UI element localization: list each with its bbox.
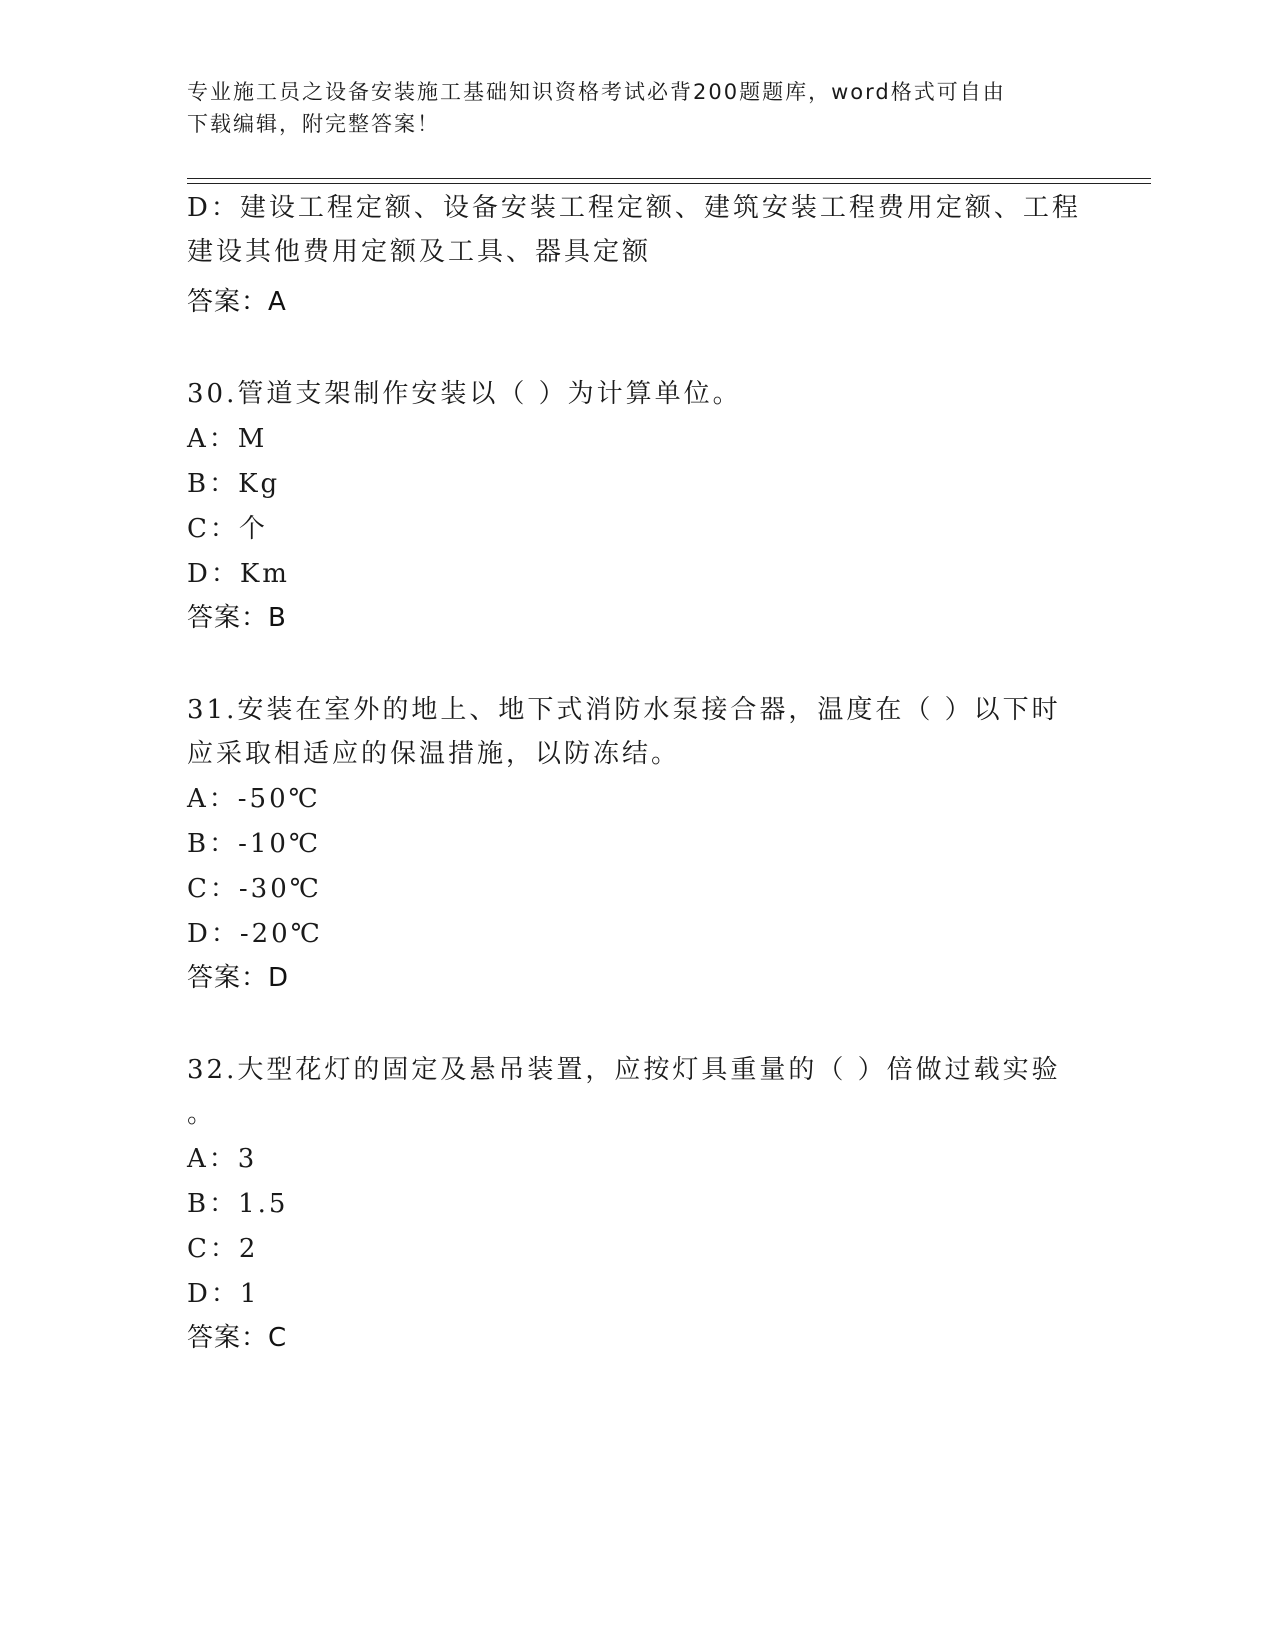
header-line-2: 下载编辑，附完整答案！ — [187, 112, 440, 136]
prev-option-d — [187, 186, 1087, 274]
q31-option-d: D：-20℃ — [187, 919, 323, 949]
q31-option-a: A：-50℃ — [187, 784, 321, 814]
page-header — [187, 76, 1087, 140]
q32-stem — [187, 1048, 1087, 1136]
q31-option-c: C：-30℃ — [187, 874, 322, 904]
q30-option-d: D：Km — [187, 559, 290, 589]
q32-stem-line-2: 。 — [187, 1099, 217, 1129]
q32-option-d: D：1 — [187, 1279, 260, 1309]
q32-answer: 答案：C — [187, 1323, 288, 1353]
q30-option-a: A：M — [187, 424, 268, 454]
q32-option-a: A：3 — [187, 1144, 258, 1174]
prev-answer: 答案：A — [187, 287, 287, 317]
q32-option-c: C：2 — [187, 1234, 259, 1264]
header-line-1: 专业施工员之设备安装施工基础知识资格考试必背200题题库，word格式可自由 — [187, 80, 1006, 104]
q30-option-c: C：个 — [187, 514, 268, 544]
q31-answer: 答案：D — [187, 963, 290, 993]
q31-stem — [187, 688, 1087, 776]
q31-stem-line-1: 31.安装在室外的地上、地下式消防水泵接合器，温度在（ ）以下时 — [187, 695, 1061, 725]
header-divider-bottom — [187, 183, 1151, 184]
prev-option-d-line-1: D：建设工程定额、设备安装工程定额、建筑安装工程费用定额、工程 — [187, 193, 1081, 223]
q32-option-b: B：1.5 — [187, 1189, 289, 1219]
prev-option-d-line-2: 建设其他费用定额及工具、器具定额 — [187, 237, 652, 267]
q30-option-b: B：Kg — [187, 469, 281, 499]
q31-option-b: B：-10℃ — [187, 829, 322, 859]
header-divider-top — [187, 178, 1151, 179]
q32-stem-line-1: 32.大型花灯的固定及悬吊装置，应按灯具重量的（ ）倍做过载实验 — [187, 1055, 1061, 1085]
q30-stem: 30.管道支架制作安装以（ ）为计算单位。 — [187, 379, 742, 409]
q31-stem-line-2: 应采取相适应的保温措施，以防冻结。 — [187, 739, 681, 769]
q30-answer: 答案：B — [187, 603, 287, 633]
